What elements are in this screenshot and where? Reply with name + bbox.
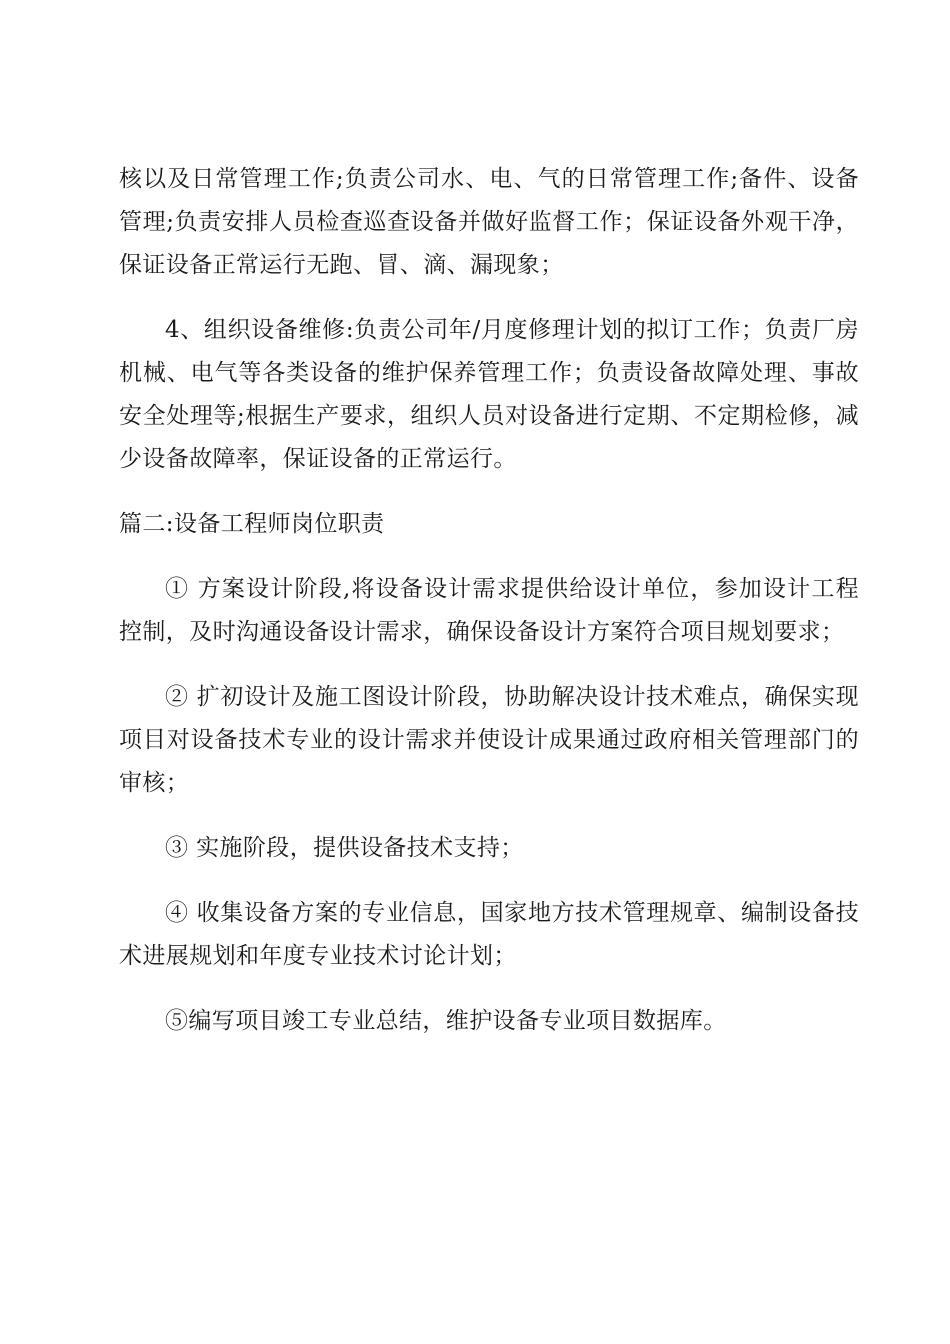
- duty-item-4: ④ 收集设备方案的专业信息，国家地方技术管理规章、编制设备技术进展规划和年度专业技术讨论计划；: [119, 900, 859, 969]
- section-heading: 篇二:设备工程师岗位职责: [119, 511, 385, 537]
- paragraph-equipment-maintenance: 4、组织设备维修:负责公司年/月度修理计划的拟订工作；负责厂房机械、电气等各类设备的维护保养管理工作；负责设备故障处理、事故安全处理等;根据生产要求，组织人员对设备进行定期、不定期检修，减少设备故障率，保证设备的正常运行。: [119, 317, 859, 472]
- duty-item-3: ③ 实施阶段，提供设备技术支持；: [165, 835, 524, 861]
- duty-item-1: ① 方案设计阶段,将设备设计需求提供给设计单位，参加设计工程控制，及时沟通设备设计需求，确保设备设计方案符合项目规划要求；: [119, 576, 859, 645]
- duty-item-2: ② 扩初设计及施工图设计阶段，协助解决设计技术难点，确保实现项目对设备技术专业的设计需求并使设计成果通过政府相关管理部门的审核；: [119, 684, 859, 796]
- paragraph-continuation: 核以及日常管理工作;负责公司水、电、气的日常管理工作;备件、设备管理;负责安排人员检查巡查设备并做好监督工作；保证设备外观干净，保证设备正常运行无跑、冒、滴、漏现象；: [119, 166, 859, 278]
- document-body: [119, 158, 859, 1065]
- duty-item-5: ⑤编写项目竣工专业总结，维护设备专业项目数据库。: [165, 1008, 727, 1034]
